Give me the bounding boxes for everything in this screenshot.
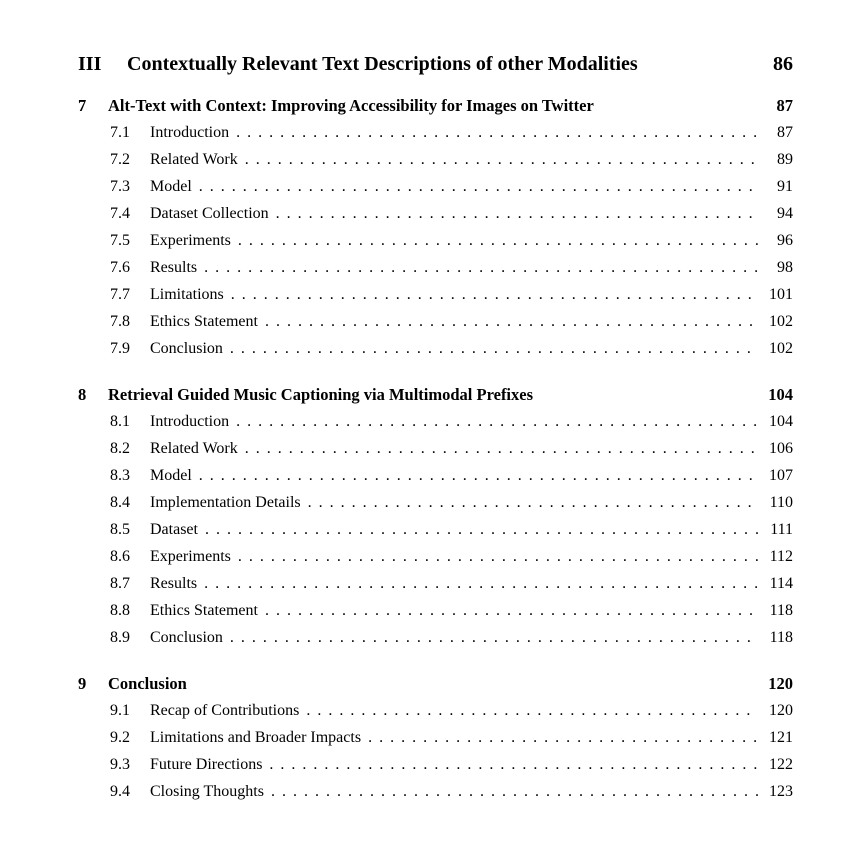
dot-leader [236,408,758,435]
section-title: Ethics Statement [150,313,258,330]
dot-leader [204,254,758,281]
chapter-heading[interactable] [78,92,793,119]
section-page-number: 104 [769,413,793,430]
toc-entry[interactable] [110,435,793,462]
toc-entry[interactable] [110,516,793,543]
section-page-number: 106 [769,440,793,457]
dot-leader [245,435,758,462]
section-page-number: 102 [769,313,793,330]
dot-leader [238,227,758,254]
dot-leader [236,119,758,146]
section-number: 8.4 [110,494,130,511]
dot-leader [205,516,758,543]
section-number: 7.6 [110,259,130,276]
dot-leader [306,697,758,724]
toc-entry[interactable] [110,227,793,254]
section-page-number: 96 [777,232,793,249]
toc-entry[interactable] [110,335,793,362]
part-page-number: 86 [773,53,793,75]
toc-entry[interactable] [110,200,793,227]
section-title: Results [150,575,198,592]
section-page-number: 120 [769,702,793,719]
section-number: 9.3 [110,756,130,773]
section-title: Limitations and Broader Impacts [150,729,362,746]
toc-entry[interactable] [110,281,793,308]
dot-leader [238,543,758,570]
chapter-number: 7 [78,96,87,115]
dot-leader [308,489,758,516]
section-number: 9.2 [110,729,130,746]
dot-leader [231,281,758,308]
section-title: Dataset Collection [150,205,269,222]
section-title: Results [150,259,198,276]
dot-leader [265,597,758,624]
dot-leader [199,462,758,489]
section-page-number: 98 [777,259,793,276]
section-number: 7.3 [110,178,130,195]
section-title: Dataset [150,521,198,538]
chapter-page-number: 104 [768,385,793,404]
section-page-number: 102 [769,340,793,357]
section-number: 7.2 [110,151,130,168]
part-title: Contextually Relevant Text Descriptions of other Modalities [127,53,638,75]
section-title: Limitations [150,286,224,303]
toc-entry[interactable] [110,543,793,570]
section-page-number: 107 [769,467,793,484]
toc-entry[interactable] [110,173,793,200]
section-title: Related Work [150,440,238,457]
chapter-title: Alt-Text with Context: Improving Accessibility for Images on Twitter [108,96,594,115]
section-number: 9.1 [110,702,130,719]
section-number: 7.4 [110,205,130,222]
section-number: 7.7 [110,286,130,303]
dot-leader [204,570,758,597]
section-number: 9.4 [110,783,130,800]
section-title: Related Work [150,151,238,168]
toc-entry[interactable] [110,308,793,335]
section-title: Closing Thoughts [150,783,264,800]
toc-entry[interactable] [110,462,793,489]
toc-entry[interactable] [110,254,793,281]
section-number: 8.6 [110,548,130,565]
section-page-number: 118 [769,629,793,646]
toc-entry[interactable] [110,597,793,624]
dot-leader [265,308,758,335]
section-page-number: 94 [777,205,793,222]
toc-entry[interactable] [110,697,793,724]
chapter-page-number: 120 [768,674,793,693]
section-number: 7.9 [110,340,130,357]
section-title: Introduction [150,413,230,430]
chapter-number: 9 [78,674,87,693]
section-title: Conclusion [150,340,223,357]
section-number: 8.2 [110,440,130,457]
toc-entry[interactable] [110,489,793,516]
section-page-number: 112 [769,548,793,565]
toc-entry[interactable] [110,624,793,651]
section-page-number: 87 [777,124,793,141]
toc-entry[interactable] [110,570,793,597]
section-page-number: 111 [770,521,793,538]
section-number: 8.9 [110,629,130,646]
section-title: Recap of Contributions [150,702,300,719]
chapter-title: Retrieval Guided Music Captioning via Multimodal Prefixes [108,385,534,404]
dot-leader [269,751,758,778]
toc-entry[interactable] [110,146,793,173]
chapter-number: 8 [78,385,87,404]
chapter-heading[interactable] [78,670,793,697]
section-number: 8.1 [110,413,130,430]
section-page-number: 123 [769,783,793,800]
section-title: Ethics Statement [150,602,258,619]
dot-leader [245,146,758,173]
section-page-number: 101 [769,286,793,303]
section-page-number: 110 [769,494,793,511]
section-page-number: 91 [777,178,793,195]
section-title: Introduction [150,124,230,141]
dot-leader [230,624,758,651]
dot-leader [271,778,758,805]
section-page-number: 114 [769,575,793,592]
section-number: 7.1 [110,124,130,141]
dot-leader [368,724,758,751]
chapter-page-number: 87 [776,96,793,115]
chapter-title: Conclusion [108,674,187,693]
toc-entry[interactable] [110,778,793,805]
section-page-number: 121 [769,729,793,746]
section-title: Model [150,178,192,195]
section-number: 8.8 [110,602,130,619]
dot-leader [230,335,758,362]
toc-entry[interactable] [110,119,793,146]
section-number: 8.5 [110,521,130,538]
section-title: Experiments [150,232,231,249]
section-number: 8.7 [110,575,130,592]
section-title: Experiments [150,548,231,565]
section-page-number: 118 [769,602,793,619]
section-title: Model [150,467,192,484]
dot-leader [199,173,758,200]
part-heading[interactable] [78,50,793,78]
toc-entry[interactable] [110,751,793,778]
section-number: 7.5 [110,232,130,249]
chapter-heading[interactable] [78,381,793,408]
toc-entry[interactable] [110,408,793,435]
section-page-number: 89 [777,151,793,168]
part-number: III [78,53,102,75]
section-title: Conclusion [150,629,223,646]
toc-entry[interactable] [110,724,793,751]
section-number: 8.3 [110,467,130,484]
section-page-number: 122 [769,756,793,773]
dot-leader [276,200,758,227]
section-title: Future Directions [150,756,263,773]
section-title: Implementation Details [150,494,301,511]
section-number: 7.8 [110,313,130,330]
